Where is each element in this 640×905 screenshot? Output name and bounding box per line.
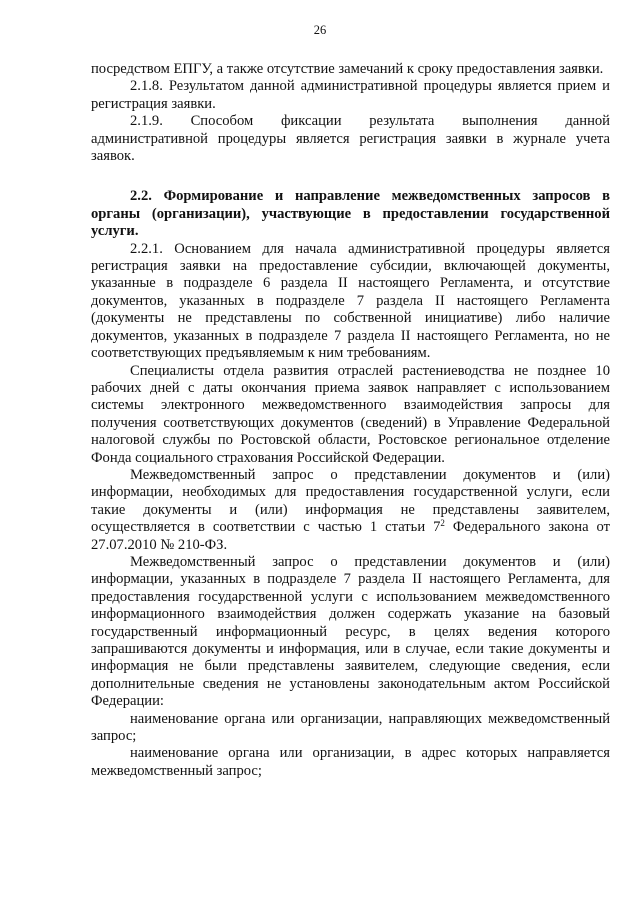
paragraph-2-2-1: 2.2.1. Основанием для начала административной процедуры является регистрация заявки на предоставление субсидии, включающей документы, указанные в подразделе 6 раздела II настоящего Регламента, и отсутствие документов, указанных в подразделе 7 раздела II настоящего Регламента (документы не представлены по собственной инициативе) либо наличие документов, указанных в подразделе 7 раздела II настоящего Регламента, но не соответствующих предъявляемым к ним требованиям. — [91, 240, 610, 362]
paragraph-interagency-request-text: Межведомственный запрос о представлении документов и (или) информации, необходимых для предоставления государственной услуги, если такие документы и (или) информация не представлены заявителем, осуществляется в соответствии с частью 1 статьи 7 — [91, 466, 610, 536]
list-item-recipient-name: наименование органа или организации, в адрес которых направляется межведомственный запрос; — [91, 745, 610, 779]
document-body — [91, 61, 610, 780]
paragraph-request-content: Межведомственный запрос о представлении документов и (или) информации, указанных в подразделе 7 раздела II настоящего Регламента, для предоставления государственной услуги с использованием межведомственного информационного взаимодействия должен содержать указание на базовый государственный информационный ресурс, в целях ведения которого запрашиваются документы и информация, или в случае, если такие документы и информация не были представлены заявителем, следующие сведения, если дополнительные сведения не установлены законодательным актом Российской Федерации: — [91, 553, 610, 710]
section-heading-2-2: 2.2. Формирование и направление межведомственных запросов в органы (организации), участвующие в предоставлении государственной услуги. — [91, 188, 610, 240]
article-superscript: 2 — [440, 518, 445, 529]
paragraph-interagency-request — [91, 467, 610, 554]
paragraph-2-1-8: 2.1.8. Результатом данной административной процедуры является прием и регистрация заявки. — [91, 78, 610, 112]
paragraph-interagency-request-law: Федерального закона от 27.07.2010 № 210-ФЗ. — [91, 519, 611, 553]
page-number: 26 — [313, 23, 327, 37]
paragraph-specialists: Специалисты отдела развития отраслей растениеводства не позднее 10 рабочих дней с даты окончания приема заявок направляет с использованием системы электронного межведомственного взаимодействия запросы для получения соответствующих документов (сведений) в Управление Федеральной налоговой службы по Ростовской области, Ростовское региональное отделение Фонда социального страхования Российской Федерации. — [91, 362, 610, 466]
paragraph-2-1-9: 2.1.9. Способом фиксации результата выполнения данной административной процедуры является регистрация заявки в журнале учета заявок. — [91, 113, 610, 165]
list-item-sender-name: наименование органа или организации, направляющих межведомственный запрос; — [91, 710, 610, 745]
paragraph-epgu: посредством ЕПГУ, а также отсутствие замечаний к сроку предоставления заявки. — [91, 61, 604, 77]
